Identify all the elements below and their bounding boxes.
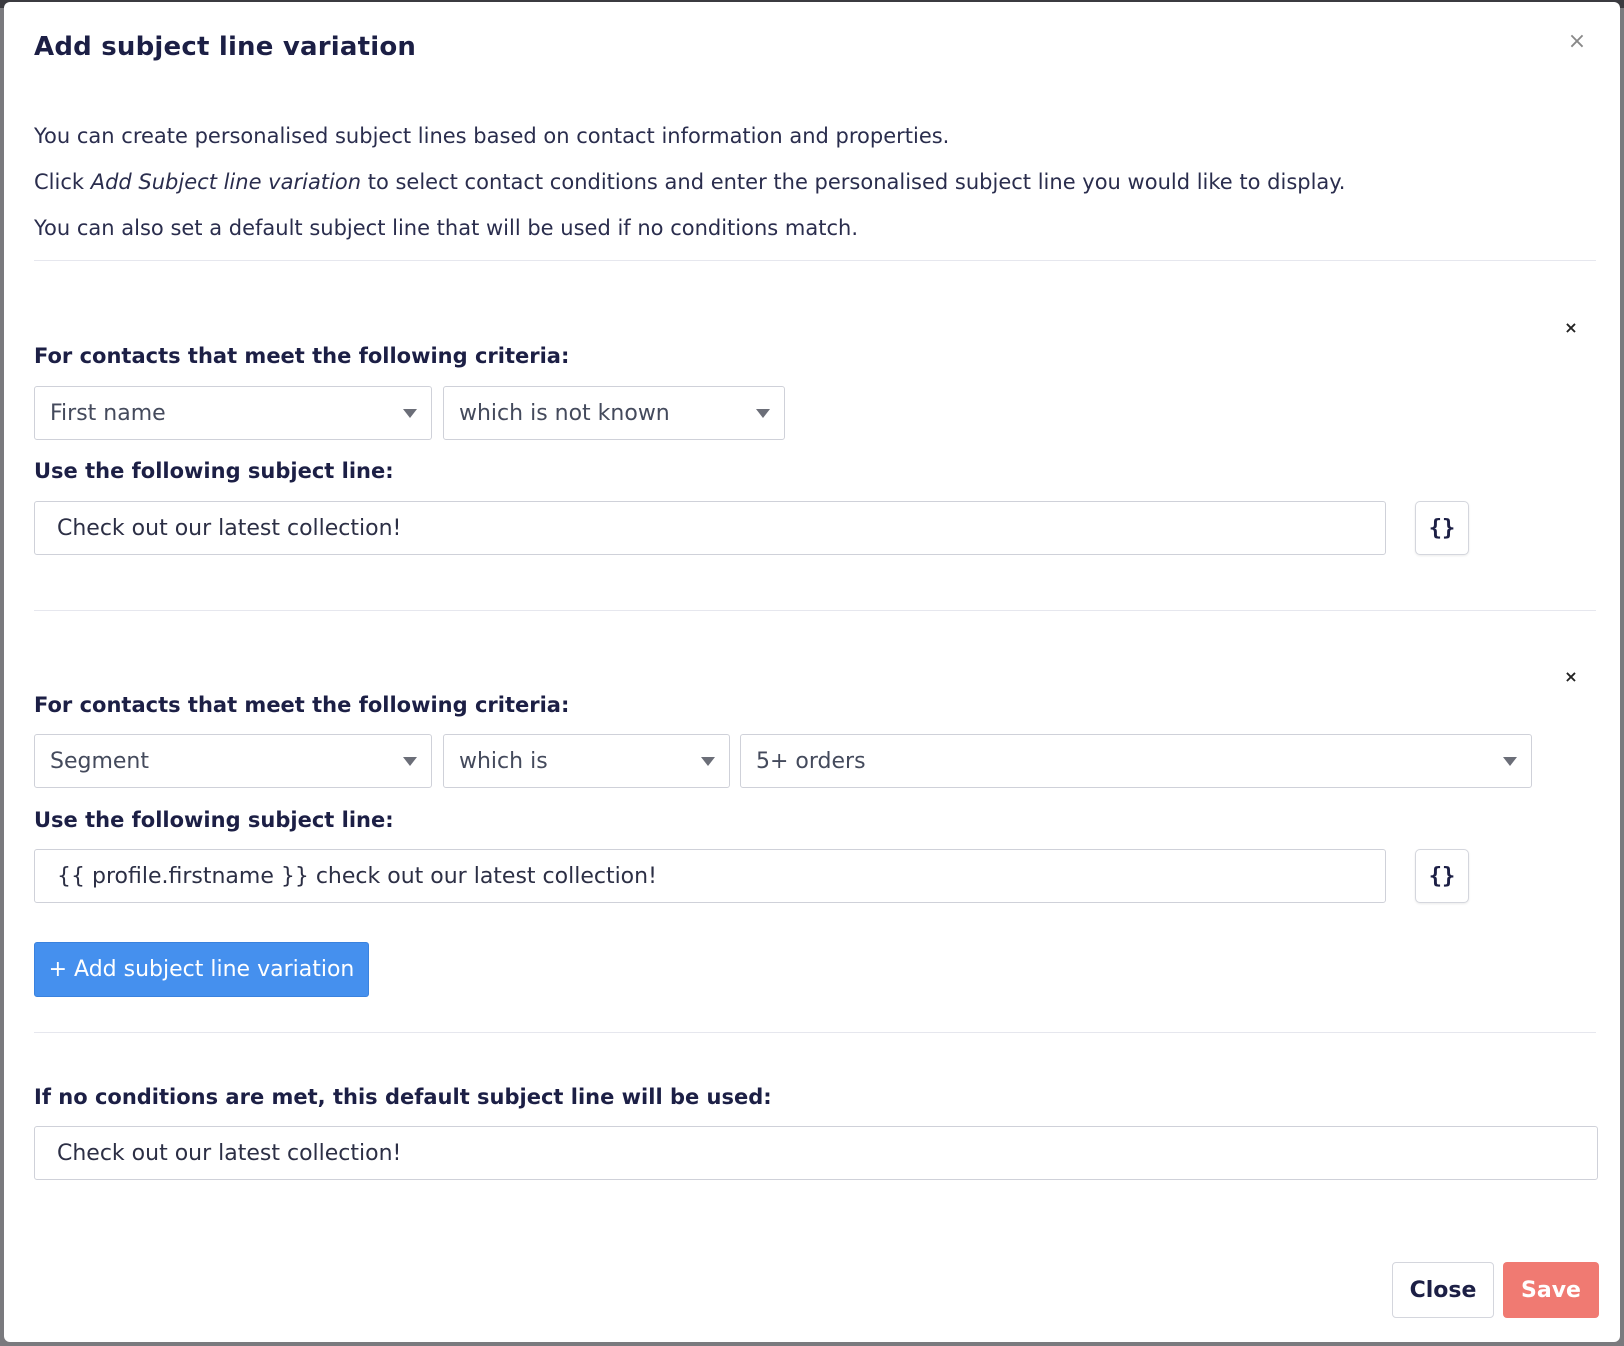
variation-2-subject-input[interactable] [34, 849, 1386, 903]
intro-text [34, 122, 1594, 260]
variation-1-operator-select[interactable] [443, 386, 785, 440]
default-subject-input[interactable] [34, 1126, 1598, 1180]
intro-line-2-prefix: Click [34, 170, 91, 194]
chevron-down-icon [756, 409, 770, 418]
chevron-down-icon [701, 757, 715, 766]
intro-line-3: You can also set a default subject line that will be used if no conditions match. [34, 216, 858, 240]
modal-title: Add subject line variation [34, 32, 417, 62]
variation-2-field-select[interactable] [34, 734, 432, 788]
variation-1-field-select[interactable] [34, 386, 432, 440]
intro-line-2-emphasis: Add Subject line variation [90, 170, 362, 194]
variation-1-operator-value: which is not known [459, 400, 670, 426]
intro-line-1: You can create personalised subject lines based on contact information and properties. [34, 124, 950, 148]
intro-line-2-suffix: to select contact conditions and enter the personalised subject line you would like to display. [361, 170, 1346, 194]
variation-1-criteria-label: For contacts that meet the following criteria: [34, 344, 570, 368]
variation-2-value-select[interactable] [740, 734, 1532, 788]
variation-1-subject-label: Use the following subject line: [34, 459, 394, 483]
add-subject-line-variation-button[interactable]: + Add subject line variation [34, 942, 369, 997]
variation-2-operator-select[interactable] [443, 734, 730, 788]
variation-2-subject-value: {{ profile.firstname }} check out our latest collection! [57, 863, 657, 889]
insert-variable-button-1[interactable] [1415, 501, 1469, 555]
close-icon[interactable]: × [1567, 28, 1587, 54]
variation-2-value: 5+ orders [756, 748, 866, 774]
intro-line-2 [34, 168, 1594, 196]
variation-2-operator-value: which is [459, 748, 548, 774]
braces-icon: {} [1428, 515, 1456, 541]
variation-2-subject-label: Use the following subject line: [34, 808, 394, 832]
divider [34, 610, 1596, 611]
variation-2-criteria-label: For contacts that meet the following criteria: [34, 693, 570, 717]
divider [34, 1032, 1596, 1033]
remove-variation-2-icon[interactable]: × [1564, 666, 1578, 686]
divider [34, 260, 1596, 261]
variation-1-field-value: First name [50, 400, 166, 426]
braces-icon: {} [1428, 863, 1456, 889]
variation-2-field-value: Segment [50, 748, 149, 774]
variation-1-subject-value: Check out our latest collection! [57, 515, 402, 541]
subject-variation-modal [4, 2, 1620, 1342]
chevron-down-icon [403, 409, 417, 418]
variation-1-subject-input[interactable] [34, 501, 1386, 555]
insert-variable-button-2[interactable] [1415, 849, 1469, 903]
chevron-down-icon [1503, 757, 1517, 766]
close-button[interactable]: Close [1392, 1262, 1494, 1318]
remove-variation-1-icon[interactable]: × [1564, 317, 1578, 337]
save-button[interactable]: Save [1503, 1262, 1599, 1318]
default-subject-label: If no conditions are met, this default subject line will be used: [34, 1085, 772, 1109]
default-subject-value: Check out our latest collection! [57, 1140, 402, 1166]
chevron-down-icon [403, 757, 417, 766]
